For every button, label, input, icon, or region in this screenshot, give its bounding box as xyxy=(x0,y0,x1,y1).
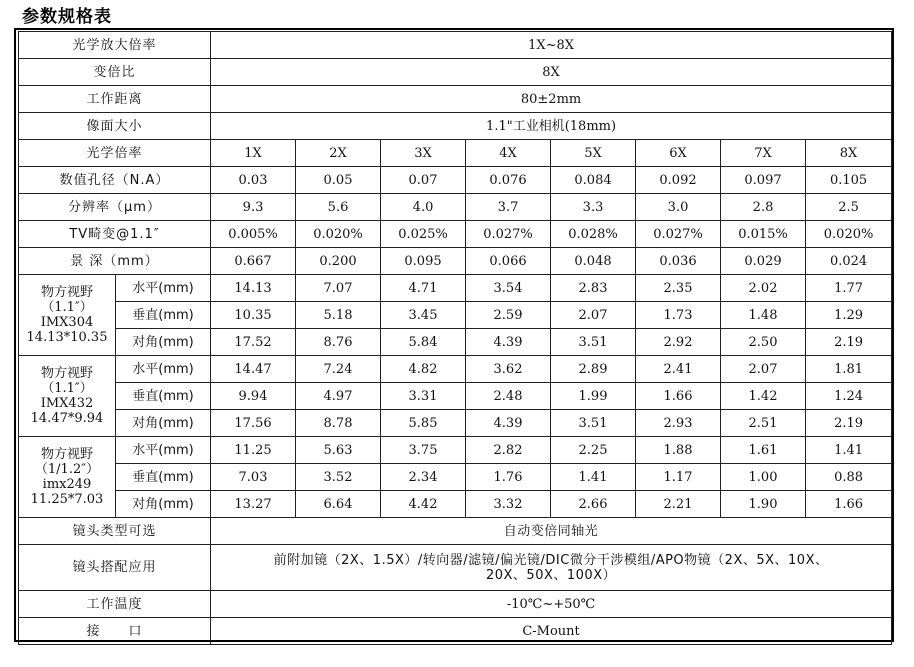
value-cell: 2.07 xyxy=(721,356,806,383)
row-resolution xyxy=(19,194,892,221)
value-cell: 9.94 xyxy=(211,383,296,410)
fov-row xyxy=(19,356,892,383)
value-cell: 0.095 xyxy=(381,248,466,275)
value-cell: 2.35 xyxy=(636,275,721,302)
value-cell: 3X xyxy=(381,140,466,167)
value-cell: 0.05 xyxy=(296,167,381,194)
value-cell: 2.25 xyxy=(551,437,636,464)
value-cell: 5.84 xyxy=(381,329,466,356)
fov-group-line: IMX304 xyxy=(40,315,94,330)
fov-axis-label: 水平(mm) xyxy=(116,275,211,302)
row-value: C-Mount xyxy=(211,618,892,645)
row-value: 8X xyxy=(211,59,892,86)
value-cell: 1.61 xyxy=(721,437,806,464)
value-cell: 1.42 xyxy=(721,383,806,410)
value-cell: 4.97 xyxy=(296,383,381,410)
value-cell: 2.41 xyxy=(636,356,721,383)
value-cell: 4.39 xyxy=(466,329,551,356)
value-cell: 2.93 xyxy=(636,410,721,437)
value-cell: 7.07 xyxy=(296,275,381,302)
value-cell: 0.048 xyxy=(551,248,636,275)
row-label: 接 口 xyxy=(19,618,211,645)
value-cell: 1.99 xyxy=(551,383,636,410)
row-tv-distortion xyxy=(19,221,892,248)
value-cell: 5.63 xyxy=(296,437,381,464)
value-cell: 1.77 xyxy=(806,275,892,302)
value-cell: 5.6 xyxy=(296,194,381,221)
fov-group-line: 14.13*10.35 xyxy=(26,330,108,345)
row-value-line: 20X、50X、100X） xyxy=(485,567,617,583)
fov-row xyxy=(19,383,892,410)
value-cell: 8.78 xyxy=(296,410,381,437)
value-cell: 0.076 xyxy=(466,167,551,194)
row-label: 镜头搭配应用 xyxy=(19,545,211,591)
value-cell: 1.88 xyxy=(636,437,721,464)
value-cell: 3.32 xyxy=(466,491,551,518)
row-value: 自动变倍同轴光 xyxy=(211,518,892,545)
row-label: 镜头类型可选 xyxy=(19,518,211,545)
row-label: TV畸变@1.1″ xyxy=(19,221,211,248)
value-cell: 2.34 xyxy=(381,464,466,491)
fov-row xyxy=(19,302,892,329)
row-zoom-ratio xyxy=(19,59,892,86)
value-cell: 2X xyxy=(296,140,381,167)
value-cell: 4X xyxy=(466,140,551,167)
row-value: 1X~8X xyxy=(211,32,892,59)
value-cell: 0.097 xyxy=(721,167,806,194)
fov-row xyxy=(19,464,892,491)
value-cell: 1.48 xyxy=(721,302,806,329)
fov-group-line: 14.47*9.94 xyxy=(30,411,104,426)
row-operating-temperature xyxy=(19,591,892,618)
row-depth-of-field xyxy=(19,248,892,275)
value-cell: 3.51 xyxy=(551,410,636,437)
value-cell: 1.41 xyxy=(551,464,636,491)
value-cell: 1.66 xyxy=(636,383,721,410)
row-value: 80±2mm xyxy=(211,86,892,113)
fov-group-line: 物方视野 xyxy=(40,285,93,300)
value-cell: 8X xyxy=(806,140,892,167)
fov-row xyxy=(19,437,892,464)
value-cell: 5.85 xyxy=(381,410,466,437)
value-cell: 1.17 xyxy=(636,464,721,491)
value-cell: 2.83 xyxy=(551,275,636,302)
value-cell: 4.0 xyxy=(381,194,466,221)
value-cell: 2.66 xyxy=(551,491,636,518)
value-cell: 0.025% xyxy=(381,221,466,248)
value-cell: 0.020% xyxy=(296,221,381,248)
row-lens-accessories xyxy=(19,545,892,591)
fov-row xyxy=(19,410,892,437)
row-label: 像面大小 xyxy=(19,113,211,140)
fov-axis-label: 水平(mm) xyxy=(116,356,211,383)
fov-group-line: （1.1″） xyxy=(41,381,93,396)
value-cell: 5.18 xyxy=(296,302,381,329)
value-cell: 6X xyxy=(636,140,721,167)
value-cell: 3.62 xyxy=(466,356,551,383)
row-label: 数值孔径（N.A） xyxy=(19,167,211,194)
value-cell: 1.29 xyxy=(806,302,892,329)
fov-axis-label: 垂直(mm) xyxy=(116,383,211,410)
row-label: 工作温度 xyxy=(19,591,211,618)
value-cell: 0.88 xyxy=(806,464,892,491)
value-cell: 0.029 xyxy=(721,248,806,275)
row-label: 景 深（mm） xyxy=(19,248,211,275)
fov-group-label xyxy=(19,275,116,356)
value-cell: 0.028% xyxy=(551,221,636,248)
row-label: 光学倍率 xyxy=(19,140,211,167)
fov-group-line: imx249 xyxy=(42,477,92,492)
fov-group-line: （1/1.2″） xyxy=(34,462,100,477)
value-cell: 2.02 xyxy=(721,275,806,302)
value-cell: 9.3 xyxy=(211,194,296,221)
value-cell: 0.066 xyxy=(466,248,551,275)
value-cell: 2.82 xyxy=(466,437,551,464)
row-sensor-size xyxy=(19,113,892,140)
value-cell: 1.66 xyxy=(806,491,892,518)
value-cell: 0.03 xyxy=(211,167,296,194)
value-cell: 3.75 xyxy=(381,437,466,464)
row-working-distance xyxy=(19,86,892,113)
fov-group-label xyxy=(19,356,116,437)
value-cell: 0.020% xyxy=(806,221,892,248)
value-cell: 1X xyxy=(211,140,296,167)
fov-axis-label: 垂直(mm) xyxy=(116,464,211,491)
value-cell: 3.3 xyxy=(551,194,636,221)
value-cell: 2.89 xyxy=(551,356,636,383)
value-cell: 0.024 xyxy=(806,248,892,275)
fov-group-line: 物方视野 xyxy=(40,366,93,381)
value-cell: 4.39 xyxy=(466,410,551,437)
spec-table xyxy=(18,31,892,645)
value-cell: 1.76 xyxy=(466,464,551,491)
value-cell: 0.027% xyxy=(636,221,721,248)
value-cell: 4.42 xyxy=(381,491,466,518)
fov-axis-label: 对角(mm) xyxy=(116,329,211,356)
value-cell: 2.92 xyxy=(636,329,721,356)
value-cell: 4.71 xyxy=(381,275,466,302)
value-cell: 14.47 xyxy=(211,356,296,383)
value-cell: 0.027% xyxy=(466,221,551,248)
value-cell: 7.03 xyxy=(211,464,296,491)
value-cell: 13.27 xyxy=(211,491,296,518)
value-cell: 5X xyxy=(551,140,636,167)
value-cell: 3.31 xyxy=(381,383,466,410)
value-cell: 17.56 xyxy=(211,410,296,437)
value-cell: 1.00 xyxy=(721,464,806,491)
row-magnification xyxy=(19,32,892,59)
fov-row xyxy=(19,491,892,518)
value-cell: 7X xyxy=(721,140,806,167)
fov-group-line: 11.25*7.03 xyxy=(30,492,104,507)
value-cell: 2.07 xyxy=(551,302,636,329)
fov-axis-label: 垂直(mm) xyxy=(116,302,211,329)
fov-axis-label: 水平(mm) xyxy=(116,437,211,464)
fov-axis-label: 对角(mm) xyxy=(116,491,211,518)
value-cell: 2.8 xyxy=(721,194,806,221)
row-mount xyxy=(19,618,892,645)
value-cell: 0.005% xyxy=(211,221,296,248)
fov-group-line: 物方视野 xyxy=(40,447,93,462)
value-cell: 0.084 xyxy=(551,167,636,194)
value-cell: 3.0 xyxy=(636,194,721,221)
value-cell: 3.54 xyxy=(466,275,551,302)
fov-row xyxy=(19,329,892,356)
row-value-line: 前附加镜（2X、1.5X）/转向器/滤镜/偏光镜/DIC微分干涉模组/APO物镜（2X、5X、10X、 xyxy=(273,552,829,568)
value-cell: 3.52 xyxy=(296,464,381,491)
value-cell: 1.81 xyxy=(806,356,892,383)
row-value: -10℃~+50℃ xyxy=(211,591,892,618)
row-value: 1.1"工业相机(18mm) xyxy=(211,113,892,140)
value-cell: 0.667 xyxy=(211,248,296,275)
value-cell: 1.90 xyxy=(721,491,806,518)
page-title: 参数规格表 xyxy=(22,7,112,27)
value-cell: 2.19 xyxy=(806,410,892,437)
value-cell: 11.25 xyxy=(211,437,296,464)
value-cell: 14.13 xyxy=(211,275,296,302)
value-cell: 2.19 xyxy=(806,329,892,356)
value-cell: 8.76 xyxy=(296,329,381,356)
row-optical-magnification xyxy=(19,140,892,167)
fov-group-label xyxy=(19,437,116,518)
value-cell: 1.41 xyxy=(806,437,892,464)
row-value xyxy=(211,545,892,591)
value-cell: 0.200 xyxy=(296,248,381,275)
fov-axis-label: 对角(mm) xyxy=(116,410,211,437)
value-cell: 0.036 xyxy=(636,248,721,275)
row-lens-type xyxy=(19,518,892,545)
spec-table-body xyxy=(19,32,892,645)
fov-row xyxy=(19,275,892,302)
value-cell: 0.105 xyxy=(806,167,892,194)
value-cell: 2.50 xyxy=(721,329,806,356)
row-label: 变倍比 xyxy=(19,59,211,86)
value-cell: 3.45 xyxy=(381,302,466,329)
row-label: 光学放大倍率 xyxy=(19,32,211,59)
fov-group-line: （1.1″） xyxy=(41,300,93,315)
value-cell: 2.21 xyxy=(636,491,721,518)
value-cell: 2.51 xyxy=(721,410,806,437)
fov-group-line: IMX432 xyxy=(40,396,94,411)
value-cell: 0.07 xyxy=(381,167,466,194)
value-cell: 10.35 xyxy=(211,302,296,329)
row-label: 分辨率（μm） xyxy=(19,194,211,221)
value-cell: 17.52 xyxy=(211,329,296,356)
value-cell: 6.64 xyxy=(296,491,381,518)
value-cell: 1.73 xyxy=(636,302,721,329)
value-cell: 3.51 xyxy=(551,329,636,356)
value-cell: 0.015% xyxy=(721,221,806,248)
value-cell: 2.59 xyxy=(466,302,551,329)
value-cell: 0.092 xyxy=(636,167,721,194)
row-label: 工作距离 xyxy=(19,86,211,113)
value-cell: 1.24 xyxy=(806,383,892,410)
value-cell: 4.82 xyxy=(381,356,466,383)
value-cell: 2.5 xyxy=(806,194,892,221)
value-cell: 7.24 xyxy=(296,356,381,383)
value-cell: 3.7 xyxy=(466,194,551,221)
row-numerical-aperture xyxy=(19,167,892,194)
value-cell: 2.48 xyxy=(466,383,551,410)
